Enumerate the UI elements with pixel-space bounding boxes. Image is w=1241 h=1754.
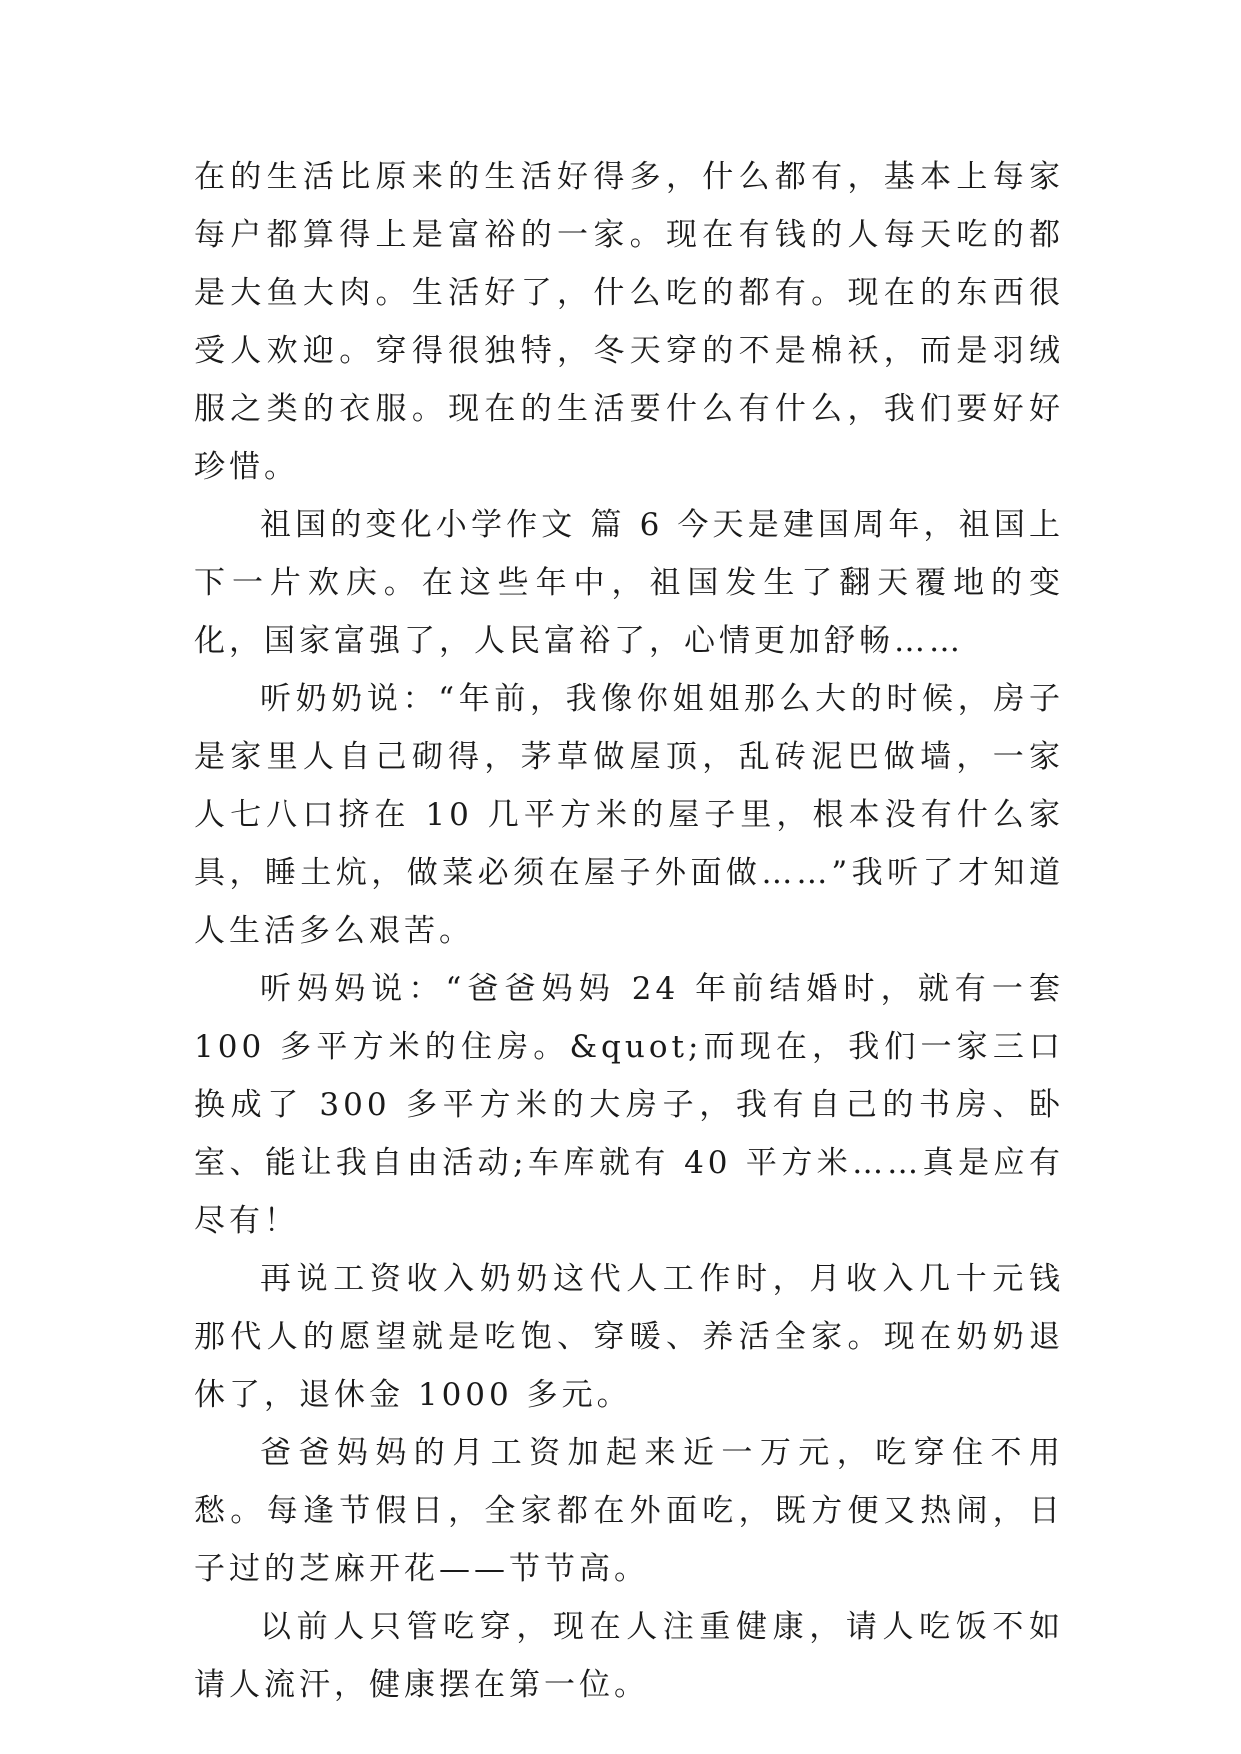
paragraph-7: 以前人只管吃穿，现在人注重健康，请人吃饭不如请人流汗，健康摆在第一位。 (194, 1609, 1064, 1703)
paragraph-2: 祖国的变化小学作文 篇 6 今天是建国周年，祖国上下一片欢庆。在这些年中，祖国发生了翻天覆地的变化，国家富强了，人民富裕了，心情更加舒畅…… (194, 507, 1064, 659)
paragraph-4: 听妈妈说：“爸爸妈妈 24 年前结婚时，就有一套 100 多平方米的住房。&quot;而现在，我们一家三口换成了 300 多平方米的大房子，我有自己的书房、卧室、能让我自由活动;车库就有 40 平方米……真是应有尽有！ (194, 971, 1064, 1239)
paragraph-3: 听奶奶说：“年前，我像你姐姐那么大的时候，房子是家里人自己砌得，茅草做屋顶，乱砖泥巴做墙，一家人七八口挤在 10 几平方米的屋子里，根本没有什么家具，睡土炕，做菜必须在屋子外面做……”我听了才知道人生活多么艰苦。 (194, 681, 1064, 949)
body-text (194, 148, 1064, 1714)
paragraph-1: 在的生活比原来的生活好得多，什么都有，基本上每家每户都算得上是富裕的一家。现在有钱的人每天吃的都是大鱼大肉。生活好了，什么吃的都有。现在的东西很受人欢迎。穿得很独特，冬天穿的不是棉袄，而是羽绒服之类的衣服。现在的生活要什么有什么，我们要好好珍惜。 (194, 159, 1064, 485)
paragraph-6: 爸爸妈妈的月工资加起来近一万元，吃穿住不用愁。每逢节假日，全家都在外面吃，既方便又热闹，日子过的芝麻开花——节节高。 (194, 1435, 1064, 1587)
paragraph-5: 再说工资收入奶奶这代人工作时，月收入几十元钱那代人的愿望就是吃饱、穿暖、养活全家。现在奶奶退休了，退休金 1000 多元。 (194, 1261, 1064, 1413)
